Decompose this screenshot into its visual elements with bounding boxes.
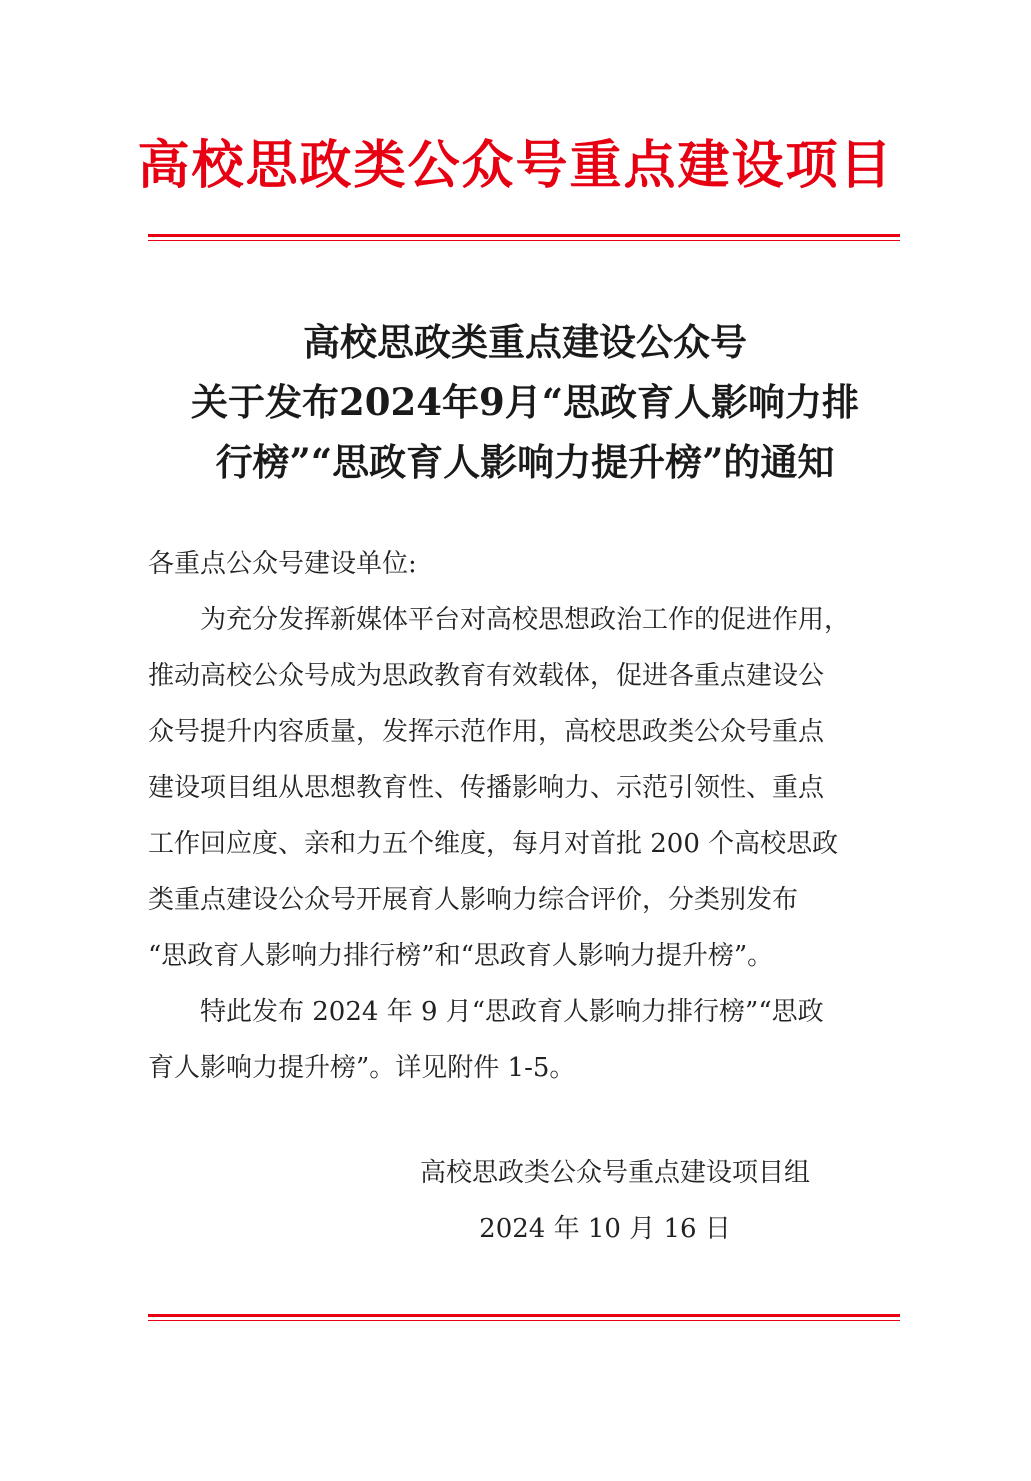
signature-organization: 高校思政类公众号重点建设项目组 — [419, 1158, 810, 1188]
paragraph-announcement — [148, 984, 908, 1096]
paragraph-line: 为充分发挥新媒体平台对高校思想政治工作的促进作用， — [148, 605, 851, 635]
paragraph-line: 工作回应度、亲和力五个维度，每月对首批 200 个高校思政 — [148, 829, 839, 859]
paragraph-line: 建设项目组从思想教育性、传播影响力、示范引领性、重点 — [148, 773, 825, 803]
footer-divider — [148, 1314, 900, 1321]
paragraph-line: 众号提升内容质量，发挥示范作用，高校思政类公众号重点 — [148, 717, 825, 747]
masthead-divider — [148, 234, 900, 241]
paragraph-line: 育人影响力提升榜”。详见附件 1-5。 — [148, 1053, 576, 1083]
masthead-title: 高校思政类公众号重点建设项目 — [137, 135, 894, 196]
paragraph-line: 特此发布 2024 年 9 月“思政育人影响力排行榜”“思政 — [148, 997, 824, 1027]
paragraph-line: “思政育人影响力排行榜”和“思政育人影响力提升榜”。 — [148, 941, 774, 971]
notice-title — [120, 312, 930, 492]
paragraph-line: 类重点建设公众号开展育人影响力综合评价，分类别发布 — [148, 885, 799, 915]
notice-title-line-3: 行榜”“思政育人影响力提升榜”的通知 — [215, 440, 835, 484]
notice-title-line-2: 关于发布2024年9月“思政育人影响力排 — [190, 380, 859, 424]
signature-date: 2024 年 10 月 16 日 — [479, 1214, 731, 1244]
salutation: 各重点公众号建设单位: — [148, 549, 417, 579]
paragraph-main — [148, 592, 908, 984]
paragraph-line: 推动高校公众号成为思政教育有效载体，促进各重点建设公 — [148, 661, 825, 691]
notice-title-line-1: 高校思政类重点建设公众号 — [303, 320, 747, 364]
